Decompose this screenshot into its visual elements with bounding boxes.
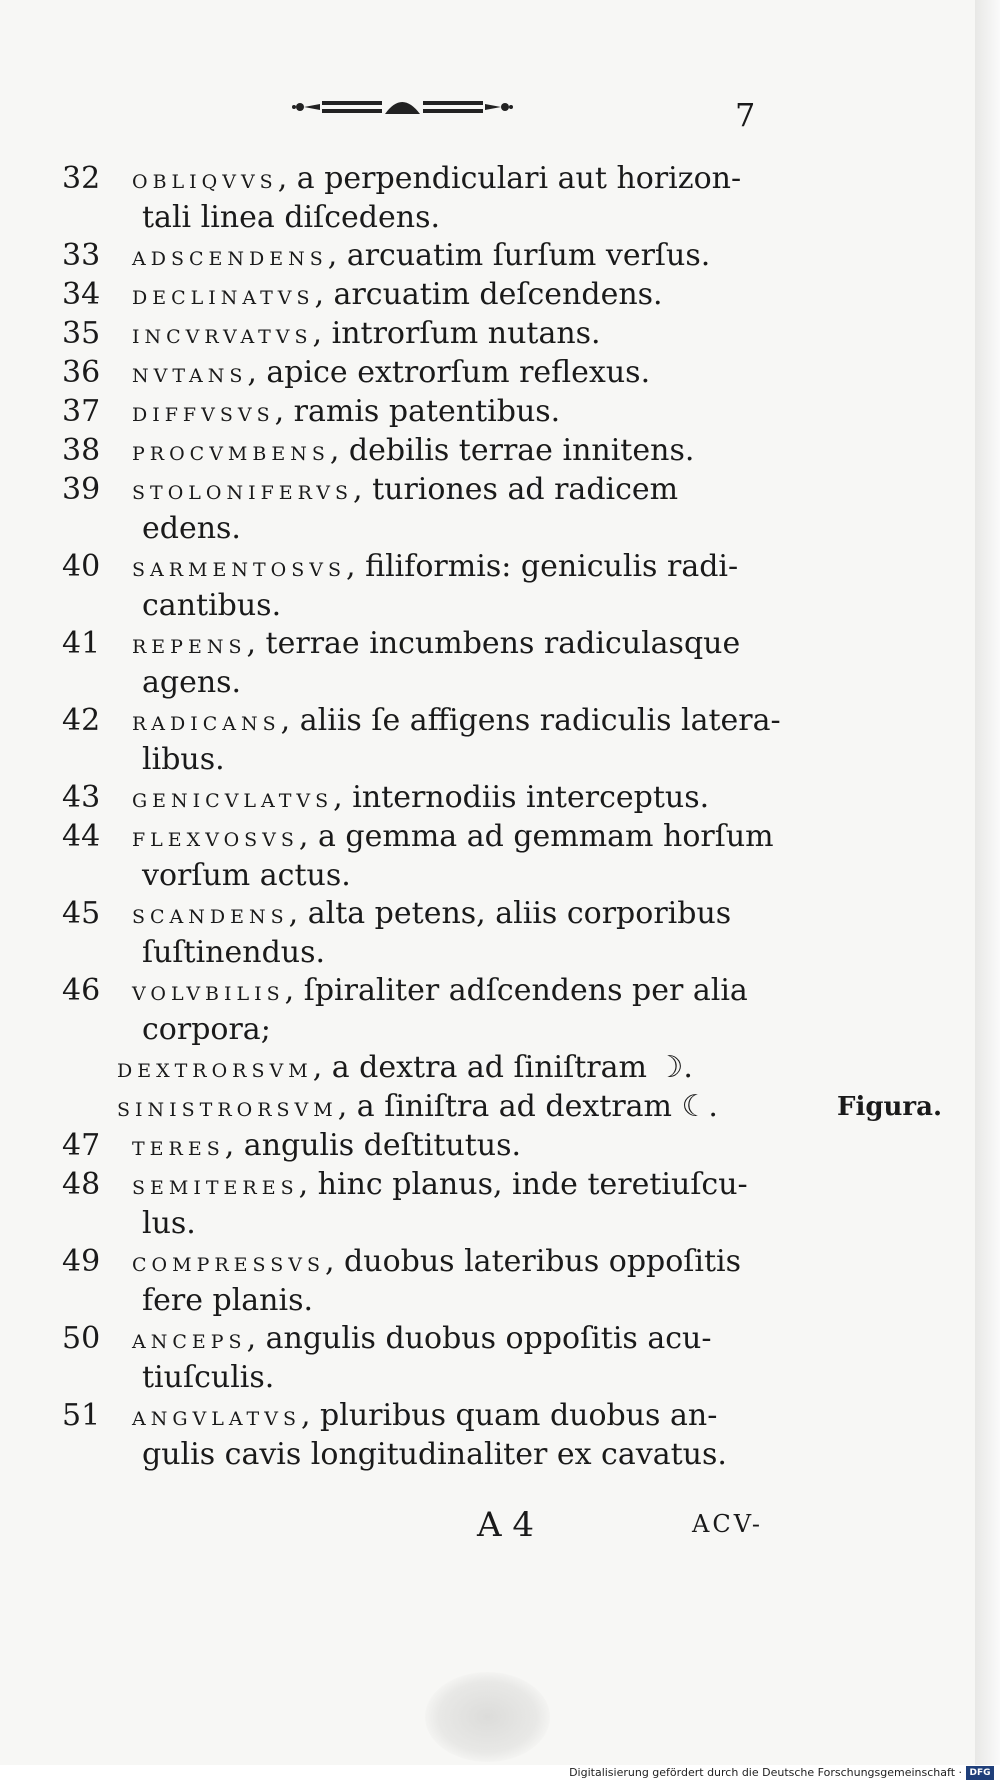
signature-mark: A 4 [477,1505,534,1545]
margin-note: Figura. [837,1092,943,1122]
entry-term: declinatvs [132,280,315,311]
entry-number: 39 [62,472,101,507]
glossary-entry [62,548,782,625]
entry-first-line [132,702,782,741]
entry-term: scandens [132,899,289,930]
entry-continuation: ſuſtinendus. [142,935,326,970]
entry-definition: , debilis terrae innitens. [329,433,695,468]
glossary-entry [62,276,782,315]
entry-first-line [132,779,782,818]
entry-first-line [132,160,782,199]
entry-continuation: tiuſculis. [142,1360,275,1395]
entry-number: 34 [62,277,101,312]
entry-term: anceps [132,1324,247,1355]
digitization-credit: Digitalisierung gefördert durch die Deutsche Forschungsgemeinschaft · [569,1766,962,1779]
glossary-entry [62,354,782,393]
entry-continuation: cantibus. [142,588,282,623]
entry-definition: , introrſum nutans. [312,316,601,351]
entry-continuation: fere planis. [142,1283,314,1318]
glossary-entry [62,1397,782,1474]
entry-definition: , apice extrorſum reflexus. [247,355,651,390]
entry-term: sarmentosvs [132,552,346,583]
entry-definition: , angulis duobus oppoſitis acu- [246,1321,712,1356]
page-number: 7 [735,96,756,134]
entry-number: 32 [62,161,101,196]
glossary-entry [62,432,782,471]
entry-number: 40 [62,549,101,584]
entry-number: 43 [62,780,101,815]
entry-continuation: vorſum actus. [142,858,351,893]
entry-number: 44 [62,819,101,854]
entry-first-line [132,818,782,857]
entry-continuation: gulis cavis longitudinaliter ex cavatus. [142,1437,727,1472]
entry-term: procvmbens [132,436,330,467]
sub-entry-definition: , a ſiniſtra ad dextram ☾. [337,1089,718,1124]
entry-definition: , filiformis: geniculis radi- [346,549,739,584]
entry-term: adscendens [132,241,328,272]
glossary-entry [62,1320,782,1397]
entry-term: radicans [132,706,281,737]
entry-definition: , ſpiraliter adſcendens per alia [284,973,748,1008]
entry-first-line [132,1166,782,1205]
entry-definition: , terrae incumbens radiculasque [246,626,741,661]
glossary-entry [62,818,782,895]
entry-first-line [132,432,782,471]
entry-number: 47 [62,1128,101,1163]
entry-definition: , turiones ad radicem [353,472,679,507]
glossary-entry [62,625,782,702]
sub-entry-definition: , a dextra ad ſiniſtram ☽. [312,1050,693,1085]
entry-continuation: tali linea diſcedens. [142,200,441,235]
entry-number: 41 [62,626,101,661]
entry-definition: , hinc planus, inde teretiuſcu- [298,1167,748,1202]
entry-term: angvlatvs [132,1401,301,1432]
entry-definition: , alta petens, aliis corporibus [288,896,732,931]
entry-number: 42 [62,703,101,738]
glossary-entry [62,315,782,354]
entry-definition: , ramis patentibus. [274,394,561,429]
entry-number: 51 [62,1398,101,1433]
entry-continuation: edens. [142,511,241,546]
entry-term: flexvosvs [132,822,299,853]
header-ornament [290,92,515,122]
entry-number: 33 [62,238,101,273]
entry-first-line [132,393,782,432]
entry-number: 45 [62,896,101,931]
entry-continuation: agens. [142,665,242,700]
entry-first-line [132,1320,782,1359]
entry-definition: , aliis ſe affigens radiculis latera- [280,703,781,738]
sub-entry [117,1049,782,1088]
entry-number: 46 [62,973,101,1008]
sub-entry-term: sinistrorsvm [117,1092,338,1123]
entry-first-line [132,1243,782,1282]
entry-term: incvrvatvs [132,319,313,350]
entry-term: compressvs [132,1247,325,1278]
glossary-entry [62,1127,782,1166]
entry-first-line [132,895,782,934]
scan-margin [975,0,1000,1783]
glossary-entry [62,1243,782,1320]
glossary-list [62,160,943,1474]
entry-term: teres [132,1131,225,1162]
entry-first-line [132,354,782,393]
entry-term: stolonifervs [132,475,354,506]
entry-first-line [132,315,782,354]
entry-number: 48 [62,1167,101,1202]
entry-first-line [132,972,782,1011]
entry-term: volvbilis [132,976,285,1007]
entry-definition: , duobus lateribus oppoſitis [324,1244,742,1279]
entry-definition: , a perpendiculari aut horizon- [277,161,742,196]
entry-first-line [132,1397,782,1436]
entry-number: 38 [62,433,101,468]
entry-first-line [132,625,782,664]
glossary-entry [62,160,782,237]
entry-continuation: corpora; [142,1012,271,1047]
entry-first-line [132,548,782,587]
glossary-entry [62,972,782,1049]
glossary-entry [62,237,782,276]
sub-entry [117,1088,943,1127]
entry-term: nvtans [132,358,248,389]
entry-definition: , angulis deſtitutus. [224,1128,522,1163]
entry-number: 49 [62,1244,101,1279]
glossary-entry [62,393,782,432]
entry-number: 50 [62,1321,101,1356]
entry-term: obliqvvs [132,164,278,195]
glossary-entry [62,702,782,779]
entry-first-line [132,237,782,276]
entry-first-line [132,1127,782,1166]
entry-term: genicvlatvs [132,783,334,814]
page-stain [425,1672,550,1762]
glossary-entry [62,895,782,972]
entry-definition: , arcuatim ſurſum verſus. [327,238,711,273]
entry-number: 35 [62,316,101,351]
glossary-entry [62,1166,782,1243]
catchword: ACV- [692,1510,763,1538]
glossary-entry [62,779,782,818]
dfg-logo: DFG [966,1766,994,1780]
sub-entry-term: dextrorsvm [117,1053,313,1084]
entry-term: diffvsvs [132,397,275,428]
entry-first-line [132,276,782,315]
entry-number: 37 [62,394,101,429]
entry-definition: , pluribus quam duobus an- [300,1398,718,1433]
entry-term: repens [132,629,247,660]
entry-continuation: libus. [142,742,225,777]
entry-definition: , a gemma ad gemmam horſum [298,819,774,854]
entry-continuation: lus. [142,1206,196,1241]
entry-first-line [132,471,782,510]
entry-definition: , internodiis interceptus. [333,780,710,815]
entry-number: 36 [62,355,101,390]
glossary-entry [62,471,782,548]
entry-term: semiteres [132,1170,299,1201]
entry-definition: , arcuatim deſcendens. [314,277,663,312]
